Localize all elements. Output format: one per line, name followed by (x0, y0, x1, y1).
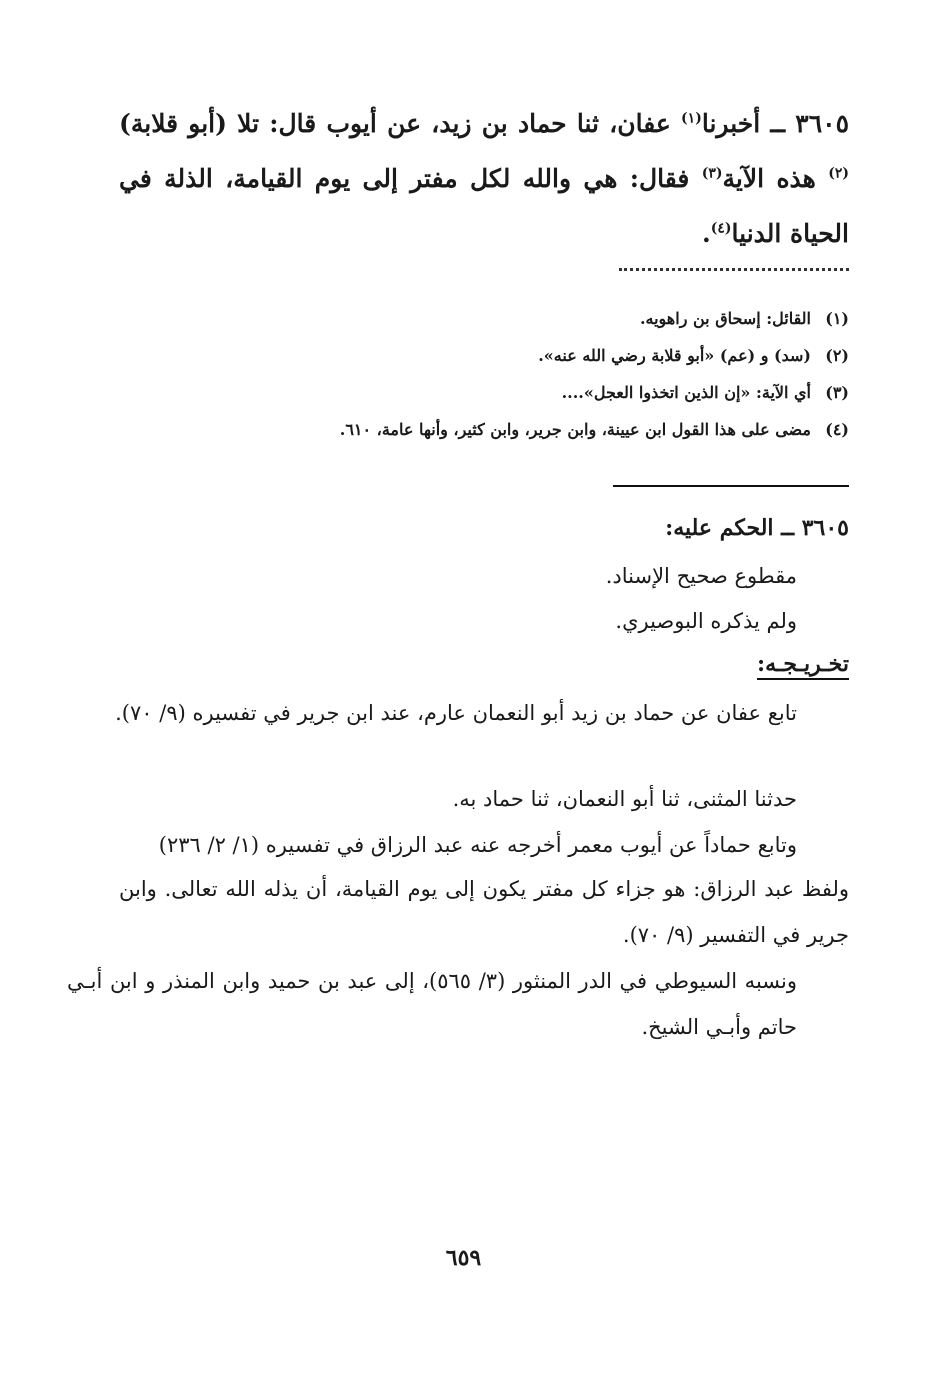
section-divider (613, 485, 849, 487)
footnote-number: (٣) (825, 383, 849, 402)
hadith-part-5: . (702, 219, 711, 248)
ruling-line-1: مقطوع صحيح الإسناد. (605, 564, 797, 588)
takhrij-heading-text: تخـريـجـه: (757, 651, 849, 680)
takhrij-paragraph-5: ونسبه السيوطي في الدر المنثور (٣/ ٥٦٥)، إلى عبد بن حميد وابن المنذر و ابن أبـي حاتم وأبـي الشيخ. (67, 969, 797, 1039)
footnote-item (119, 300, 849, 337)
footnote-separator (619, 268, 849, 271)
hadith-dash: ــ (760, 109, 796, 138)
page-number: ٦٥٩ (445, 1245, 482, 1271)
footnote-item (119, 337, 849, 374)
ruling-heading: ٣٦٠٥ ــ الحكم عليه: (665, 515, 849, 541)
hadith-part-1: أخبرنا (701, 109, 761, 138)
footnotes (119, 300, 849, 448)
hadith-part-4: فقال: هي والله لكل مفتر إلى يوم القيامة، الذلة في الحياة الدنيا (119, 164, 849, 248)
hadith-text (119, 96, 849, 261)
takhrij-paragraph-1: تابع عفان عن حماد بن زيد أبو النعمان عارم، عند ابن جرير في تفسيره (٩/ ٧٠). (115, 701, 797, 725)
hadith-part-3: هذه الآية (722, 164, 829, 193)
footnote-text: مضى على هذا القول ابن عيينة، وابن جرير، وابن كثير، وأنها عامة، ٦١٠. (339, 420, 811, 439)
footnote-number: (٢) (825, 346, 849, 365)
takhrij-paragraph-2: حدثنا المثنى، ثنا أبو النعمان، ثنا حماد به. (452, 787, 797, 811)
footnote-number: (١) (825, 309, 849, 328)
takhrij-paragraph-4: ولفظ عبد الرزاق: هو جزاء كل مفتر يكون إلى يوم القيامة، أن يذله الله تعالى. وابن جرير في التفسير (٩/ ٧٠). (119, 877, 849, 947)
footnote-ref-4: (٤) (710, 220, 732, 237)
footnote-item (119, 374, 849, 411)
footnote-ref-2: (٢) (828, 165, 849, 182)
footnote-text: (سد) و (عم) «أبو قلابة رضي الله عنه». (538, 346, 811, 365)
ruling-line-2: ولم يذكره البوصيري. (615, 609, 797, 633)
footnote-text: القائل: إسحاق بن راهويه. (639, 309, 811, 328)
footnote-ref-3: (٣) (701, 165, 723, 182)
footnote-ref-1: (١) (681, 110, 702, 127)
hadith-number: ٣٦٠٥ (795, 109, 849, 138)
takhrij-heading (119, 646, 849, 682)
takhrij-paragraph-3: وتابع حماداً عن أيوب معمر أخرجه عنه عبد الرزاق في تفسيره (١/ ٢/ ٢٣٦) (158, 833, 797, 857)
footnote-text: أي الآية: «إن الذين اتخذوا العجل».... (561, 383, 811, 402)
footnote-number: (٤) (825, 420, 849, 439)
hadith-part-2: عفان، ثنا حماد بن زيد، عن أيوب قال: تلا (أبو قلابة) (119, 109, 682, 138)
footnote-item (119, 411, 849, 448)
